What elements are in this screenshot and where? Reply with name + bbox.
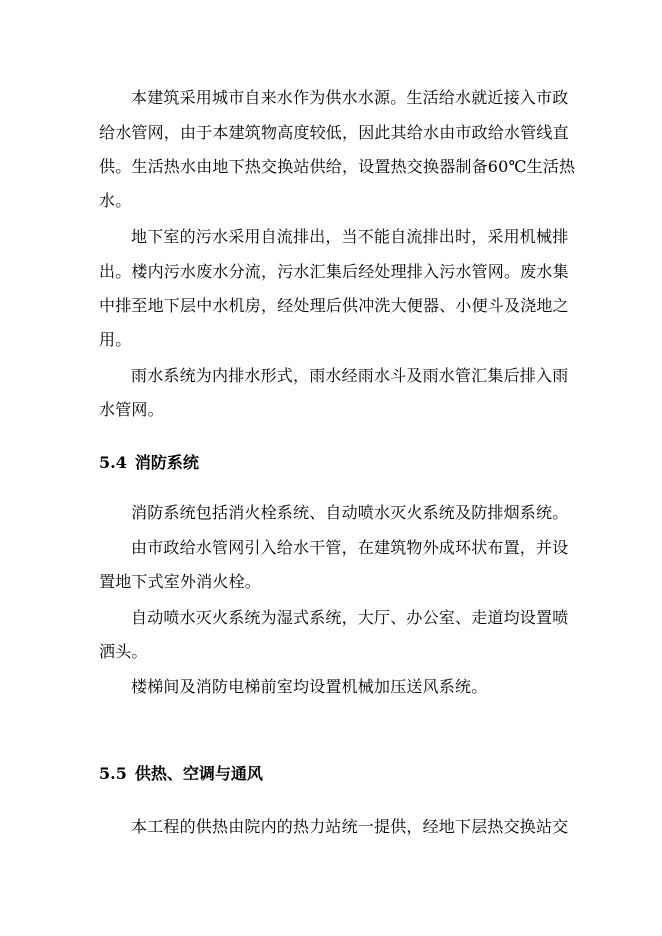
- paragraph-rainwater-line-2: 水管网。: [99, 400, 164, 419]
- heating-paragraph-1: 本工程的供热由院内的热力站统一提供，经地下层热交换站交: [131, 817, 569, 836]
- section-heading-5-4: [99, 453, 199, 473]
- section-number: 5.5: [99, 764, 127, 783]
- section-number: 5.4: [99, 453, 127, 472]
- paragraph-sewage-line-1: 地下室的污水采用自流排出，当不能自流排出时，采用机械排: [131, 227, 569, 246]
- paragraph-water-supply-line-2: 给水管网，由于本建筑物高度较低，因此其给水由市政给水管线直: [99, 123, 569, 142]
- paragraph-sewage-line-2: 出。楼内污水废水分流，污水汇集后经处理排入污水管网。废水集: [99, 262, 569, 281]
- paragraph-water-supply-line-3: 供。生活热水由地下热交换站供给，设置热交换器制备60℃生活热: [99, 157, 576, 176]
- paragraph-water-supply-line-4: 水。: [99, 191, 132, 210]
- fire-protection-paragraph-1: 消防系统包括消火栓系统、自动喷水灭火系统及防排烟系统。: [131, 503, 569, 522]
- fire-protection-paragraph-3-line-1: 自动喷水灭火系统为湿式系统，大厅、办公室、走道均设置喷: [131, 608, 569, 627]
- section-heading-5-5: [99, 764, 263, 784]
- paragraph-sewage-line-3: 中排至地下层中水机房，经处理后供冲洗大便器、小便斗及浇地之: [99, 296, 569, 315]
- fire-protection-paragraph-3-line-2: 洒头。: [99, 642, 148, 661]
- fire-protection-paragraph-2-line-1: 由市政给水管网引入给水干管，在建筑物外成环状布置，并设: [131, 538, 569, 557]
- section-title: 消防系统: [134, 453, 199, 472]
- paragraph-sewage-line-4: 用。: [99, 330, 132, 349]
- paragraph-water-supply-line-1: 本建筑采用城市自来水作为供水水源。生活给水就近接入市政: [131, 88, 569, 107]
- paragraph-rainwater-line-1: 雨水系统为内排水形式，雨水经雨水斗及雨水管汇集后排入雨: [131, 366, 569, 385]
- section-title: 供热、空调与通风: [134, 764, 263, 783]
- fire-protection-paragraph-4: 楼梯间及消防电梯前室均设置机械加压送风系统。: [131, 677, 488, 696]
- fire-protection-paragraph-2-line-2: 置地下式室外消火栓。: [99, 572, 262, 591]
